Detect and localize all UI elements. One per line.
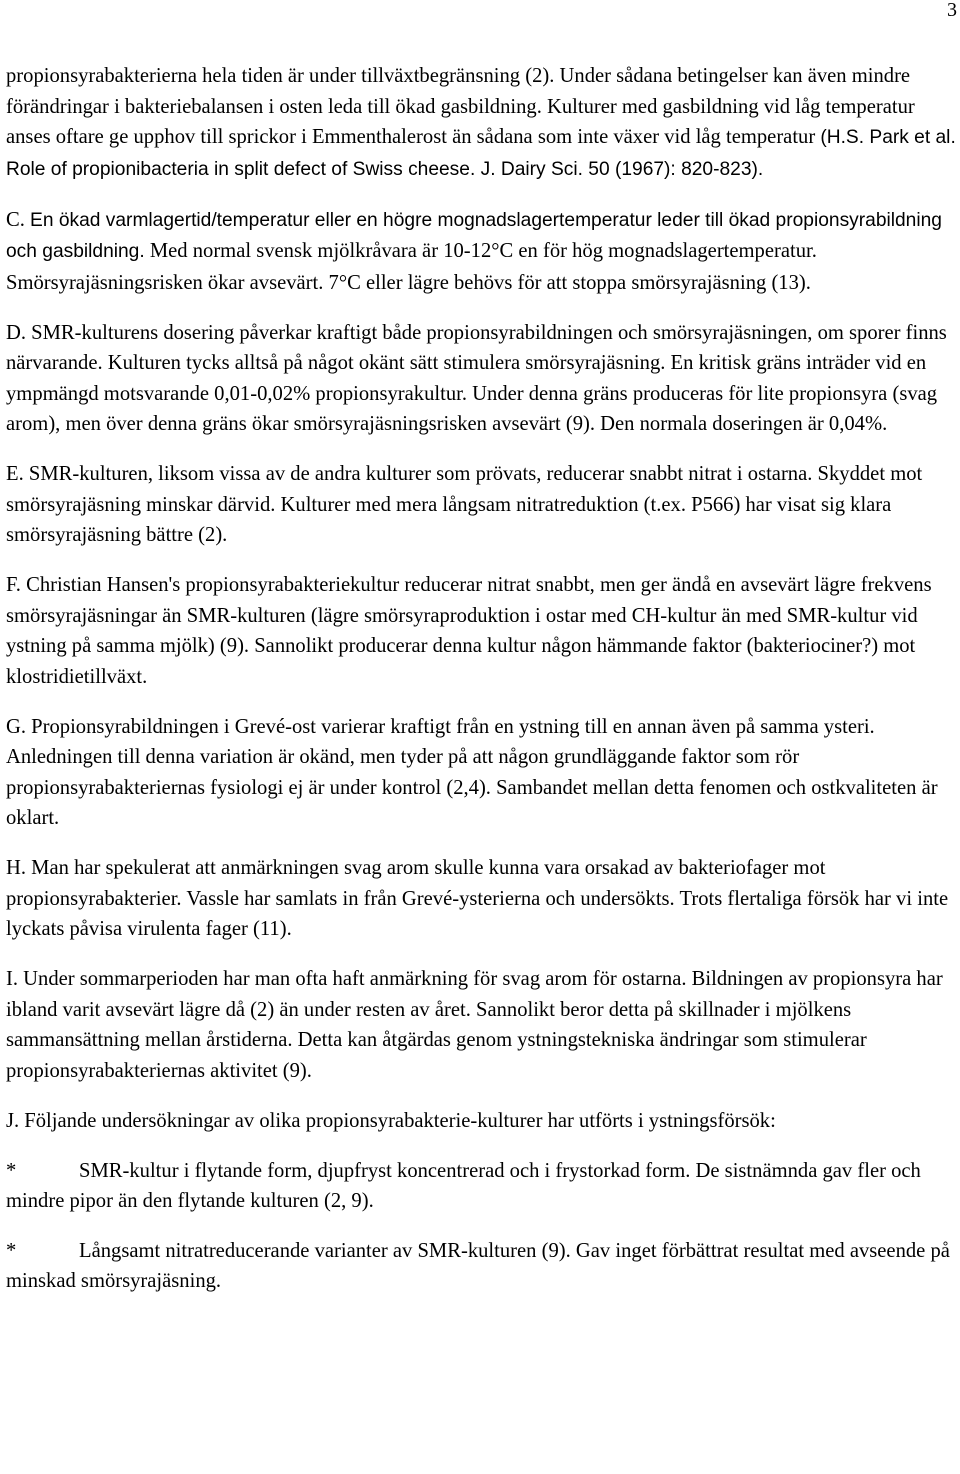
paragraph-c [6, 205, 958, 299]
bullet-item [6, 1156, 958, 1217]
document-body [6, 61, 958, 1316]
paragraph-e: E. SMR-kulturen, liksom vissa av de andra kulturer som prövats, reducerar snabbt nitrat i ostarna. Skyddet mot smörsyrajäsning minskar därvid. Kulturer med mera långsam nitratreduktion (t.ex. P566) har visat sig klara smörsyrajäsning bättre (2). [6, 463, 923, 547]
bullet-text: SMR-kultur i flytande form, djupfryst koncentrerad och i frystorkad form. De sistnämnda gav fler och mindre pipor än den flytande kulturen (2, 9). [6, 1159, 921, 1213]
intro-reference: (H.S. Park et al. Role of propionibacteria in split defect of Swiss cheese. J. Dairy Sci. 50 (1967): 820-823). [6, 127, 956, 180]
paragraph-j: J. Följande undersökningar av olika propionsyrabakterie-kulturer har utförts i ystningsförsök: [6, 1109, 776, 1132]
page-number: 3 [947, 0, 957, 21]
bullet-text: Långsamt nitratreducerande varianter av SMR-kulturen (9). Gav inget förbättrat resultat med avseende på minskad smörsyrajäsning. [6, 1239, 950, 1293]
paragraph-f: F. Christian Hansen's propionsyrabakteriekultur reducerar nitrat snabbt, men ger ändå en avsevärt lägre frekvens smörsyrajäsningar än SMR-kulturen (lägre smörsyraproduktion i ostar med CH-kultur än med SMR-kultur vid ystning på samma mjölk) (9). Sannolikt producerar denna kultur någon hämmande faktor (bakteriociner?) mot klostridietillväxt. [6, 574, 932, 688]
c-sans-text: En ökad varmlagertid/temperatur eller en högre mognadslagertemperatur leder till ökad propionsyrabildning och gasbildning. [6, 209, 942, 263]
intro-text: propionsyrabakterierna hela tiden är under tillväxtbegränsning (2). Under sådana betingelser kan även mindre förändringar i bakteriebalansen i osten leda till ökad gasbildning. Kulturer med gasbildning vid låg temperatur anses oftare ge upphov till sprickor i Emmenthalerost än sådana som inte växer vid låg temperatur [6, 65, 915, 149]
paragraph-d: D. SMR-kulturens dosering påverkar kraftigt både propionsyrabildningen och smörsyrajäsningen, om sporer finns närvarande. Kulturen tycks alltså på något okänt sätt stimulera smörsyrajäsning. En kritisk gräns inträder vid en ympmängd motsvarande 0,01-0,02% propionsyrakultur. Under denna gräns produceras för lite propionsyra (svag arom), men över denna gräns ökar smörsyrajäsningsrisken avsevärt (9). Den normala doseringen är 0,04%. [6, 321, 947, 436]
paragraph-intro [6, 61, 958, 185]
paragraph-g: G. Propionsyrabildningen i Grevé-ost varierar kraftigt från en ystning till en annan även på samma ysteri. Anledningen till denna variation är okänd, men tyder på att någon grundläggande faktor som rör propionsyrabakteriernas fysiologi ej är under kontrol (2,4). Sambandet mellan detta fenomen och ostkvaliteten är oklart. [6, 715, 938, 830]
paragraph-h: H. Man har spekulerat att anmärkningen svag arom skulle kunna vara orsakad av bakteriofager mot propionsyrabakterier. Vassle har samlats in från Grevé-ysterierna och undersökts. Trots flertaliga försök har vi inte lyckats påvisa virulenta fager (11). [6, 857, 949, 941]
c-text: Med normal svensk mjölkråvara är 10-12°C en för hög mognadslagertemperatur. Smörsyrajäsningsrisken ökar avsevärt. 7°C eller lägre behövs för att stoppa smörsyrajäsning (13). [6, 240, 817, 294]
bullet-item [6, 1236, 958, 1297]
paragraph-i: I. Under sommarperioden har man ofta haft anmärkning för svag arom för ostarna. Bildningen av propionsyra har ibland varit avsevärt lägre då (2) än under resten av året. Sannolikt beror detta på skillnader i mjölkens sammansättning mellan årstiderna. Detta kan åtgärdas genom ystningstekniska ändringar som stimulerar propionsyrabakteriernas aktivitet (9). [6, 968, 943, 1082]
c-label: C. [6, 208, 31, 231]
bullet-asterisk: * [6, 1159, 17, 1182]
bullet-asterisk: * [6, 1239, 17, 1262]
